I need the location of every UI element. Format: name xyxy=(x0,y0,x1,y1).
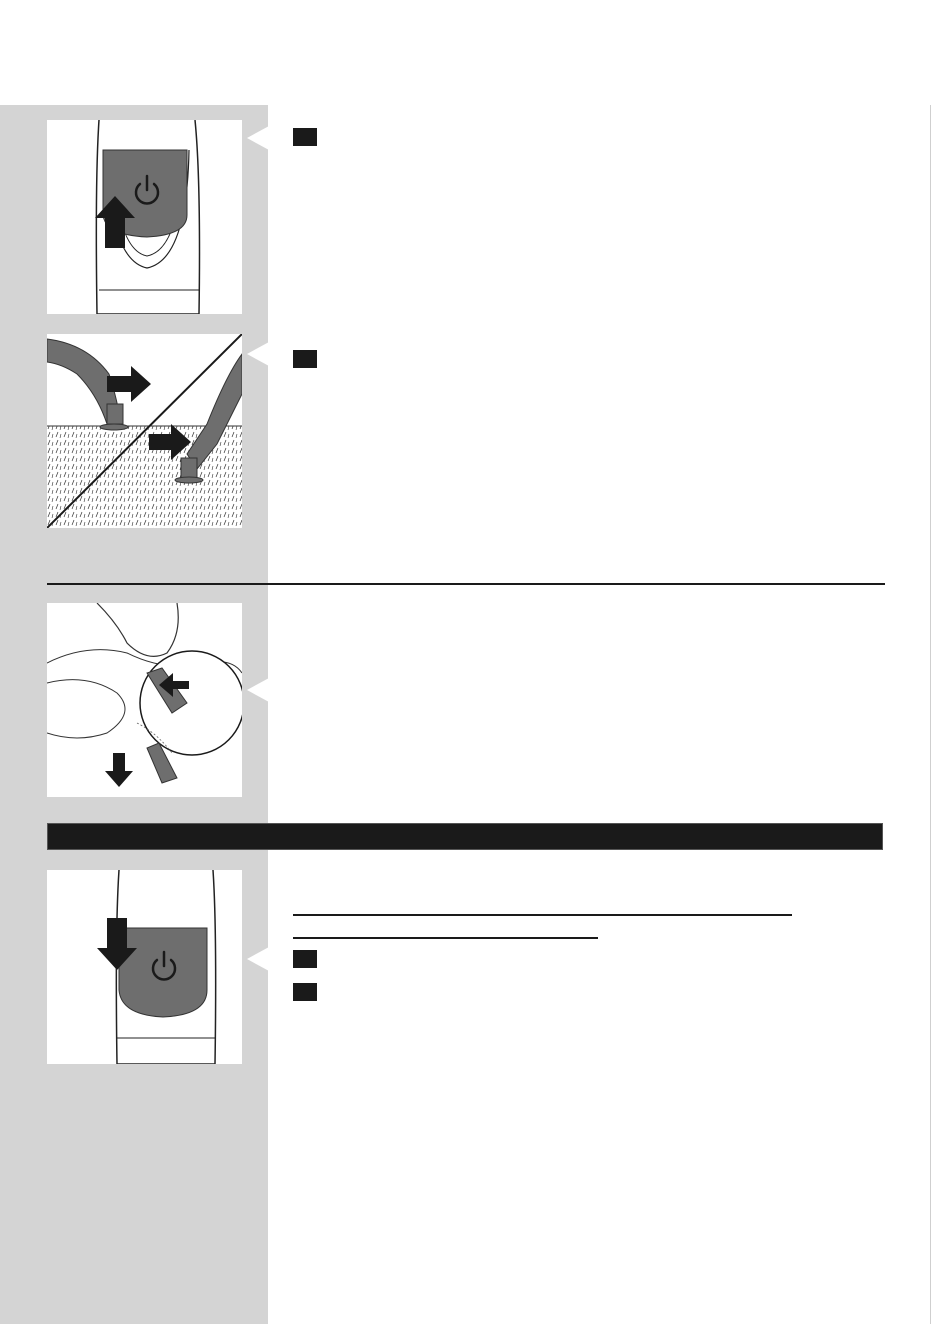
step-number-box xyxy=(293,350,317,368)
arrow-down-icon xyxy=(105,753,133,787)
step-number-box xyxy=(293,983,317,1001)
figure-pointer xyxy=(247,947,269,971)
section-divider xyxy=(47,583,885,585)
underline-rule xyxy=(293,914,792,916)
figure-pointer xyxy=(247,126,269,150)
figure-pointer xyxy=(247,678,269,702)
figure-trim-against-growth xyxy=(47,334,242,528)
step-number-box xyxy=(293,128,317,146)
step-number-box xyxy=(293,950,317,968)
figure-chest-trimming xyxy=(47,603,242,797)
figure-switch-off xyxy=(47,870,242,1064)
figure-switch-on xyxy=(47,120,242,314)
figure-pointer xyxy=(247,342,269,366)
section-header-bar xyxy=(47,823,883,850)
underline-rule xyxy=(293,937,598,939)
page-edge-rule xyxy=(930,105,931,1324)
